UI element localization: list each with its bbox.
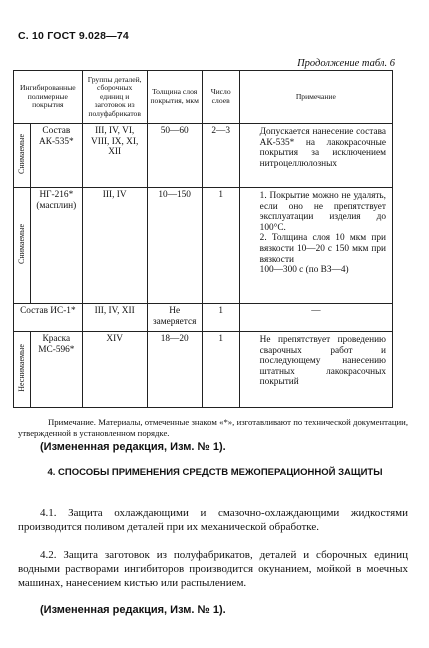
table-header-row — [14, 71, 393, 124]
note-cell: — — [239, 304, 392, 332]
groups-cell: III, IV — [82, 188, 147, 304]
note-cell: Допускается нанесение состава АК-535* на лакокрасочные покрытия за исключением нитроцеллюлозных — [239, 124, 392, 188]
footnote-label: Примечание. — [48, 417, 96, 427]
coatings-table — [13, 70, 393, 408]
thickness-cell: 18—20 — [147, 332, 202, 408]
coating-cell: НГ-216* (масплин) — [31, 188, 83, 304]
note-cell: Не препятствует проведению сварочных работ и последующему нанесению штатных лакокрасочных покрытий — [239, 332, 392, 408]
group-label-removable: Снимаемые — [14, 188, 31, 304]
groups-cell: III, IV, VI, VIII, IX, XI, XII — [82, 124, 147, 188]
section-title: 4. СПОСОБЫ ПРИМЕНЕНИЯ СРЕДСТВ МЕЖОПЕРАЦИОННОЙ ЗАЩИТЫ — [47, 467, 383, 478]
layers-cell: 1 — [202, 304, 239, 332]
thickness-cell: Не замеряется — [147, 304, 202, 332]
coating-cell: Состав АК-535* — [31, 124, 83, 188]
table-row — [14, 124, 393, 188]
layers-cell: 1 — [202, 332, 239, 408]
footnote-text: Материалы, отмеченные знаком «*», изготавливают по технической документации, утвержденной в установленном порядке. — [18, 417, 409, 438]
groups-cell: XIV — [82, 332, 147, 408]
edition-note: (Измененная редакция, Изм. № 1). — [40, 441, 226, 453]
groups-cell: III, IV, XII — [82, 304, 147, 332]
group-label-nonremovable: Неснимаемые — [14, 332, 31, 408]
table-continuation-label: Продолжение табл. 6 — [297, 58, 395, 69]
table-footnote — [18, 417, 408, 438]
header-thickness: Толщина слоя покрытия, мкм — [147, 71, 202, 124]
note-cell — [239, 188, 392, 304]
paragraph-4-1: 4.1. Защита охлаждающими и смазочно-охлаждающими жидкостями производится поливом деталей при их механической обработке. — [18, 507, 408, 533]
edition-note: (Измененная редакция, Изм. № 1). — [40, 604, 226, 616]
table-row — [14, 188, 393, 304]
note-paragraph: 1. Покрытие можно не удалять, если оно не препятствует эксплуатации изделия до 100°С. — [259, 191, 386, 233]
group-label-removable: Снимаемые — [14, 124, 31, 188]
coating-cell: Краска МС-596* — [31, 332, 83, 408]
thickness-cell: 10—150 — [147, 188, 202, 304]
paragraph-4-2: 4.2. Защита заготовок из полуфабрикатов, деталей и сборочных единиц водными растворами ингибиторов производится окунанием, мойкой в моечных машинах, нанесением кистью или распылением. — [18, 549, 408, 589]
header-groups: Группы деталей, сборочных единиц и заготовок из полуфабрикатов — [82, 71, 147, 124]
header-note: Примечание — [239, 71, 392, 124]
page-header: С. 10 ГОСТ 9.028—74 — [18, 30, 129, 42]
table-row — [14, 304, 393, 332]
table-row — [14, 332, 393, 408]
layers-cell: 1 — [202, 188, 239, 304]
note-paragraph: 100—300 с (по ВЗ—4) — [259, 265, 349, 276]
thickness-cell: 50—60 — [147, 124, 202, 188]
header-coatings: Ингибированные полимерные покрытия — [14, 71, 83, 124]
coating-cell: Состав ИС-1* — [14, 304, 83, 332]
header-layers: Число слоев — [202, 71, 239, 124]
layers-cell: 2—3 — [202, 124, 239, 188]
note-paragraph: 2. Толщина слоя 10 мкм при вязкости 10—20 с 150 мкм при вязкости — [259, 233, 386, 265]
